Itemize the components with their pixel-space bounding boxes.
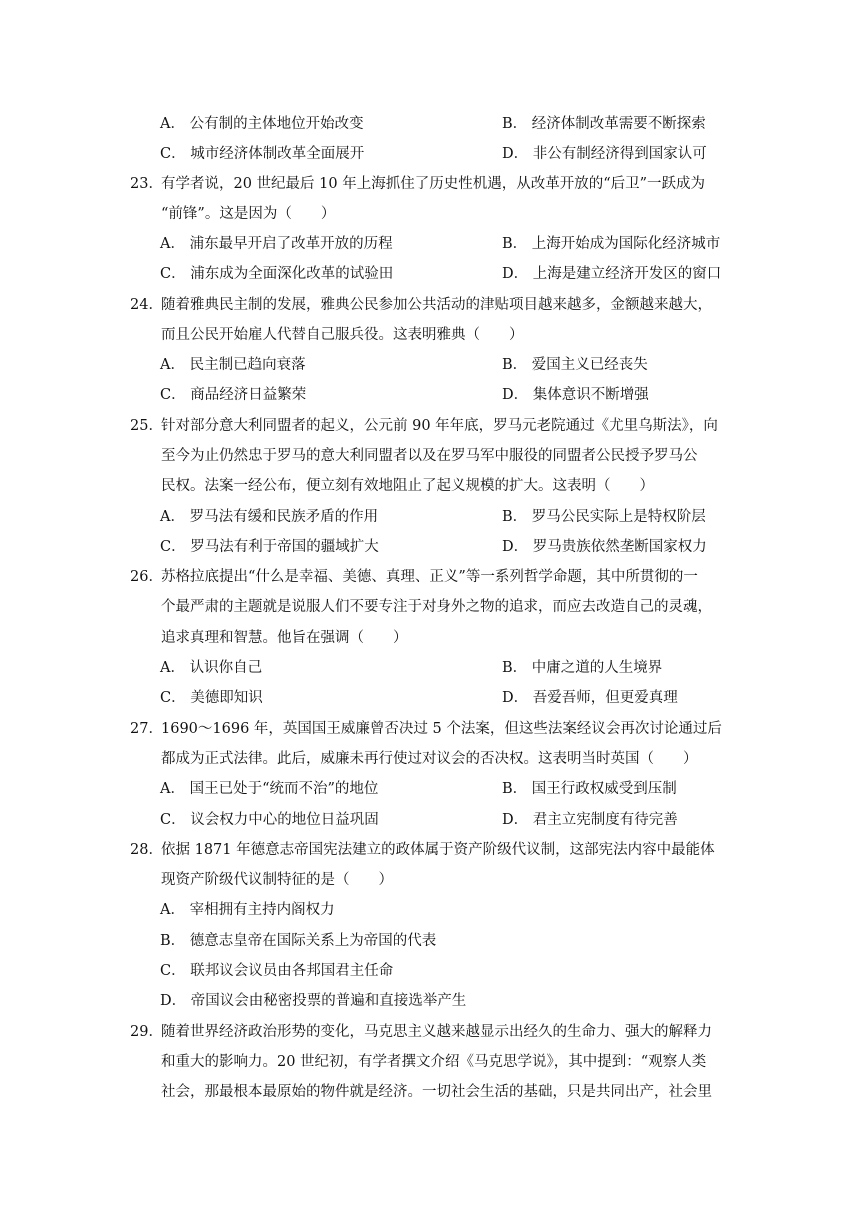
option-d[interactable]: D． 罗马贵族依然垄断国家权力 [502, 539, 707, 555]
question-stem-line: 而且公民开始雇人代替自己服兵役。这表明雅典（ ） [161, 327, 524, 343]
option-a[interactable]: A． 公有制的主体地位开始改变 [160, 116, 364, 132]
question-stem-line: 追求真理和智慧。他旨在强调（ ） [161, 630, 408, 646]
question-stem-line: 依据 1871 年德意志帝国宪法建立的政体属于资产阶级代议制，这部宪法内容中最能体 [161, 842, 715, 858]
question-stem-line: “前锋”。这是因为（ ） [161, 206, 336, 222]
option-b[interactable]: B． 德意志皇帝在国际关系上为帝国的代表 [160, 933, 437, 949]
question-stem-line: 社会，那最根本最原始的物件就是经济。一切社会生活的基础，只是共同出产，社会里 [161, 1084, 712, 1100]
question-number: 24． [130, 297, 163, 313]
question-stem-line: 苏格拉底提出“什么是幸福、美德、真理、正义”等一系列哲学命题，其中所贯彻的一 [161, 569, 698, 585]
question-stem-line: 随着世界经济政治形势的变化，马克思主义越来越显示出经久的生命力、强大的解释力 [161, 1024, 712, 1040]
option-a[interactable]: A． 认识你自己 [160, 660, 263, 676]
option-d[interactable]: D． 上海是建立经济开发区的窗口 [502, 266, 722, 282]
option-b[interactable]: B． 国王行政权威受到压制 [502, 781, 677, 797]
option-d[interactable]: D． 集体意识不断增强 [502, 387, 649, 403]
option-c[interactable]: C． 商品经济日益繁荣 [160, 387, 307, 403]
question-number: 29． [130, 1024, 163, 1040]
question-stem-line: 和重大的影响力。20 世纪初，有学者撰文介绍《马克思学说》，其中提到：“观察人类 [161, 1054, 707, 1070]
option-a[interactable]: A． 浦东最早开启了改革开放的历程 [160, 236, 393, 252]
option-b[interactable]: B． 上海开始成为国际化经济城市 [502, 236, 721, 252]
question-stem-line: 现资产阶级代议制特征的是（ ） [161, 872, 393, 888]
option-c[interactable]: C． 联邦议会议员由各邦国君主任命 [160, 963, 394, 979]
option-d[interactable]: D． 吾爱吾师，但更爱真理 [502, 690, 678, 706]
question-number: 27． [130, 721, 163, 737]
question-number: 28． [130, 842, 163, 858]
option-b[interactable]: B． 罗马公民实际上是特权阶层 [502, 509, 706, 525]
option-a[interactable]: A． 国王已处于“统而不治”的地位 [160, 781, 379, 797]
option-d[interactable]: D． 非公有制经济得到国家认可 [502, 146, 707, 162]
option-d[interactable]: D． 君主立宪制度有待完善 [502, 812, 678, 828]
question-stem-line: 民权。法案一经公布，便立刻有效地阻止了起义规模的扩大。这表明（ ） [161, 478, 654, 494]
option-b[interactable]: B． 爱国主义已经丧失 [502, 357, 648, 373]
question-stem-line: 有学者说，20 世纪最后 10 年上海抓住了历史性机遇，从改革开放的“后卫”一跃成为 [161, 176, 706, 192]
question-stem-line: 1690～1696 年，英国国王威廉曾否决过 5 个法案，但这些法案经议会再次讨论通过后 [161, 721, 722, 737]
question-stem-line: 至今为止仍然忠于罗马的意大利同盟者以及在罗马军中服役的同盟者公民授予罗马公 [161, 448, 698, 464]
question-number: 26． [130, 569, 163, 585]
option-c[interactable]: C． 美德即知识 [160, 690, 263, 706]
question-stem-line: 个最严肃的主题就是说服人们不要专注于对身外之物的追求，而应去改造自己的灵魂， [161, 599, 712, 615]
question-stem-line: 随着雅典民主制的发展，雅典公民参加公共活动的津贴项目越来越多，金额越来越大， [161, 297, 712, 313]
option-b[interactable]: B． 经济体制改革需要不断探索 [502, 116, 706, 132]
option-b[interactable]: B． 中庸之道的人生境界 [502, 660, 663, 676]
option-c[interactable]: C． 议会权力中心的地位日益巩固 [160, 812, 379, 828]
option-c[interactable]: C． 城市经济体制改革全面展开 [160, 146, 365, 162]
question-stem-line: 针对部分意大利同盟者的起义，公元前 90 年年底，罗马元老院通过《尤里乌斯法》，向 [161, 418, 718, 434]
option-d[interactable]: D． 帝国议会由秘密投票的普遍和直接选举产生 [160, 993, 467, 1009]
option-c[interactable]: C． 浦东成为全面深化改革的试验田 [160, 266, 394, 282]
question-stem-line: 都成为正式法律。此后，威廉未再行使过对议会的否决权。这表明当时英国（ ） [161, 751, 698, 767]
question-number: 25． [130, 418, 163, 434]
option-c[interactable]: C． 罗马法有利于帝国的疆域扩大 [160, 539, 379, 555]
option-a[interactable]: A． 民主制已趋向衰落 [160, 357, 306, 373]
option-a[interactable]: A． 宰相拥有主持内阁权力 [160, 902, 335, 918]
question-number: 23． [130, 176, 163, 192]
option-a[interactable]: A． 罗马法有缓和民族矛盾的作用 [160, 509, 379, 525]
